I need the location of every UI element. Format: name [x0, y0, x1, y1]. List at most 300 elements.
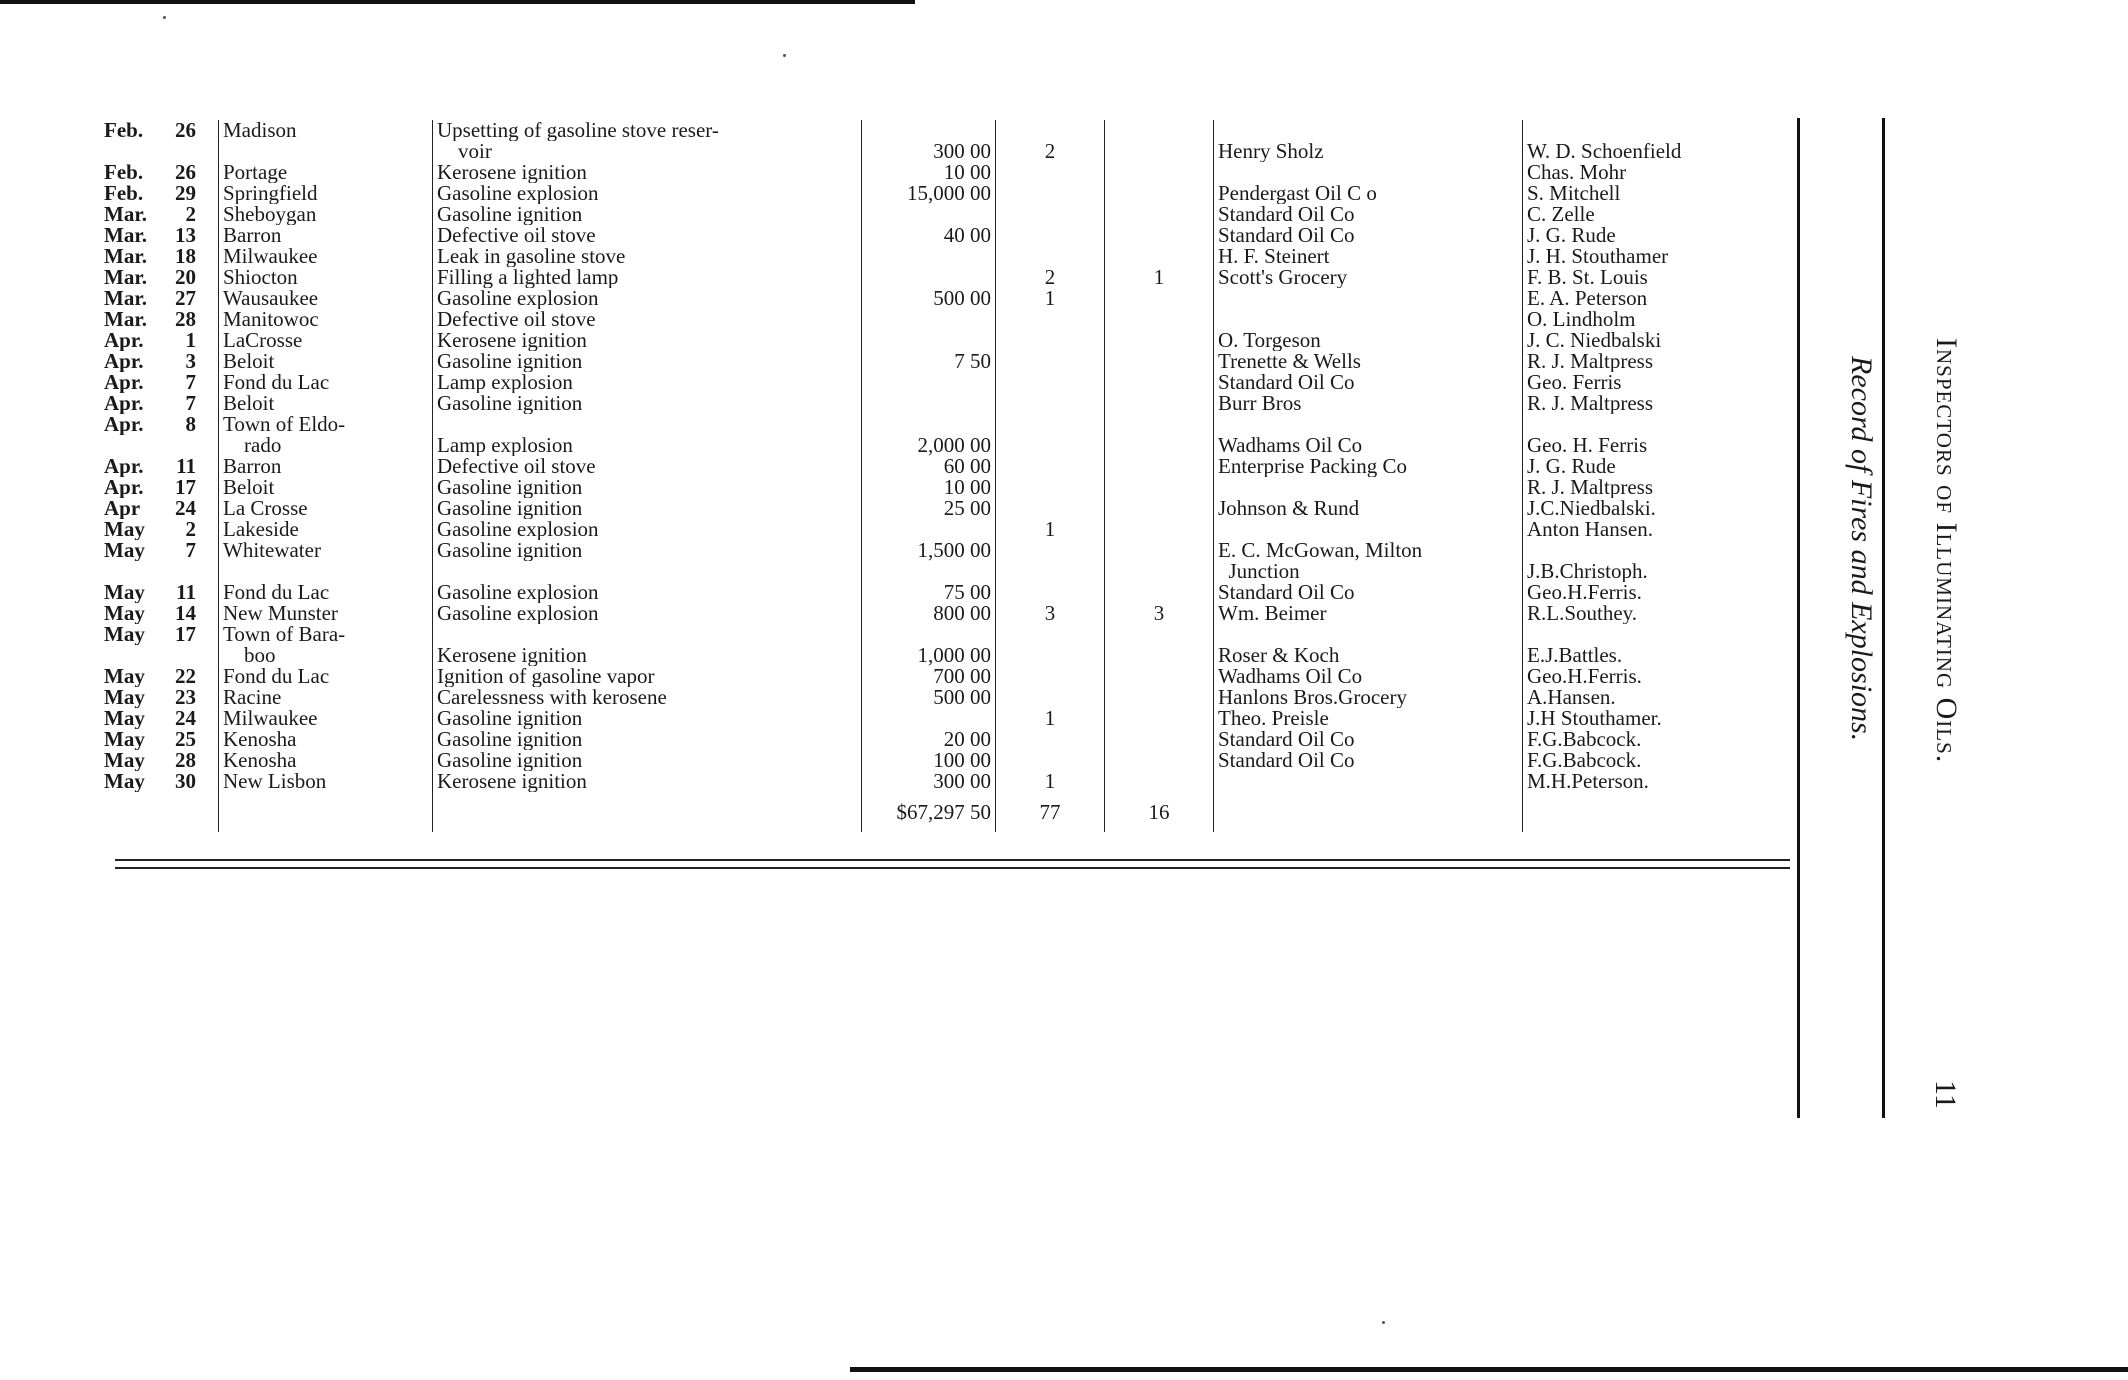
inspector-cell: J.H Stouthamer.	[1523, 708, 1802, 729]
loss-cell: 300 00	[862, 771, 996, 792]
date-day: 24	[175, 708, 196, 729]
date-day: 23	[175, 687, 196, 708]
owner-cell	[1214, 771, 1523, 792]
loss-cell	[862, 372, 996, 393]
inspector-cell: J. G. Rude	[1523, 456, 1802, 477]
date-cell	[100, 309, 219, 330]
loss-cell: 100 00	[862, 750, 996, 771]
table-closing-double-rule	[115, 859, 1790, 869]
loss-cell: 75 00	[862, 582, 996, 603]
date-day: 30	[175, 771, 196, 792]
owner-cell: H. F. Steinert	[1214, 246, 1523, 267]
cause-cell: voir	[433, 141, 862, 162]
killed-cell	[1105, 519, 1214, 540]
place-cell: Lakeside	[219, 519, 433, 540]
date-day: 25	[175, 729, 196, 750]
injured-cell	[996, 393, 1105, 414]
date-day: 29	[175, 183, 196, 204]
loss-cell: 10 00	[862, 477, 996, 498]
killed-cell	[1105, 183, 1214, 204]
table-row	[100, 771, 1801, 792]
injured-cell	[996, 225, 1105, 246]
killed-cell	[1105, 393, 1214, 414]
inspector-cell: R.L.Southey.	[1523, 603, 1802, 624]
table-body	[100, 120, 1801, 832]
place-cell: New Munster	[219, 603, 433, 624]
killed-cell	[1105, 372, 1214, 393]
cause-cell: Kerosene ignition	[433, 771, 862, 792]
killed-cell	[1105, 582, 1214, 603]
injured-cell	[996, 309, 1105, 330]
date-day: 1	[185, 330, 196, 351]
killed-cell	[1105, 645, 1214, 666]
date-month: Apr	[104, 498, 141, 519]
inspector-cell: F.G.Babcock.	[1523, 750, 1802, 771]
table-row	[100, 246, 1801, 267]
date-month: Feb.	[104, 183, 144, 204]
killed-cell	[1105, 162, 1214, 183]
print-speck	[783, 54, 786, 57]
date-month: Mar.	[104, 309, 147, 330]
cause-cell: Gasoline ignition	[433, 540, 862, 561]
date-cell	[100, 162, 219, 183]
inspector-cell: R. J. Maltpress	[1523, 477, 1802, 498]
date-month: May	[104, 666, 145, 687]
date-month: May	[104, 687, 145, 708]
date-day: 22	[175, 666, 196, 687]
injured-cell	[996, 414, 1105, 435]
inspector-cell: J. H. Stouthamer	[1523, 246, 1802, 267]
injured-cell: 1	[996, 288, 1105, 309]
killed-cell	[1105, 141, 1214, 162]
date-day: 7	[185, 372, 196, 393]
cause-cell: Gasoline ignition	[433, 204, 862, 225]
killed-cell	[1105, 351, 1214, 372]
date-month: Mar.	[104, 267, 147, 288]
inspector-cell	[1523, 540, 1802, 561]
table-row	[100, 414, 1801, 435]
loss-cell: 500 00	[862, 687, 996, 708]
cause-cell: Gasoline ignition	[433, 498, 862, 519]
date-day: 11	[176, 582, 196, 603]
place-cell	[219, 561, 433, 582]
date-cell	[100, 708, 219, 729]
injured-cell	[996, 477, 1105, 498]
loss-cell: 500 00	[862, 288, 996, 309]
date-cell	[100, 729, 219, 750]
place-cell: Town of Bara-	[219, 624, 433, 645]
date-cell	[100, 414, 219, 435]
date-cell	[100, 351, 219, 372]
injured-cell	[996, 687, 1105, 708]
table-row	[100, 435, 1801, 456]
date-cell	[100, 225, 219, 246]
table-row	[100, 540, 1801, 561]
date-cell	[100, 267, 219, 288]
cause-cell: Gasoline explosion	[433, 288, 862, 309]
injured-cell	[996, 162, 1105, 183]
loss-cell	[862, 561, 996, 582]
injured-cell: 1	[996, 708, 1105, 729]
loss-cell	[862, 330, 996, 351]
table-row	[100, 120, 1801, 141]
date-month: May	[104, 771, 145, 792]
date-cell	[100, 120, 219, 141]
date-month: Feb.	[104, 120, 144, 141]
place-cell: Wausaukee	[219, 288, 433, 309]
date-cell	[100, 477, 219, 498]
loss-cell: 1,000 00	[862, 645, 996, 666]
place-cell: Barron	[219, 456, 433, 477]
date-day: 14	[175, 603, 196, 624]
date-day: 2	[185, 519, 196, 540]
bottom-edge-rule	[850, 1367, 2128, 1372]
killed-cell	[1105, 750, 1214, 771]
date-cell	[100, 246, 219, 267]
date-month: May	[104, 603, 145, 624]
cause-cell: Gasoline ignition	[433, 708, 862, 729]
injured-cell	[996, 435, 1105, 456]
loss-cell: 20 00	[862, 729, 996, 750]
running-head: Inspectors of Illuminating Oils.	[1930, 338, 1963, 764]
table-row	[100, 309, 1801, 330]
place-cell: Whitewater	[219, 540, 433, 561]
place-cell: Barron	[219, 225, 433, 246]
killed-cell	[1105, 498, 1214, 519]
table-row	[100, 330, 1801, 351]
table-row	[100, 561, 1801, 582]
injured-cell	[996, 561, 1105, 582]
date-cell	[100, 288, 219, 309]
date-day: 18	[175, 246, 196, 267]
loss-cell	[862, 204, 996, 225]
cause-cell: Gasoline explosion	[433, 582, 862, 603]
date-month: Apr.	[104, 351, 144, 372]
owner-cell: Wadhams Oil Co	[1214, 435, 1523, 456]
margin-rule-inner	[1797, 118, 1800, 1118]
cause-cell: Kerosene ignition	[433, 330, 862, 351]
date-month: May	[104, 582, 145, 603]
injured-cell	[996, 372, 1105, 393]
table-row	[100, 645, 1801, 666]
table-row	[100, 225, 1801, 246]
owner-cell: Standard Oil Co	[1214, 204, 1523, 225]
place-cell: Sheboygan	[219, 204, 433, 225]
place-cell: boo	[219, 645, 433, 666]
date-cell	[100, 435, 219, 456]
cause-cell: Kerosene ignition	[433, 162, 862, 183]
cause-cell	[433, 414, 862, 435]
loss-cell	[862, 309, 996, 330]
owner-cell: Johnson & Rund	[1214, 498, 1523, 519]
cause-cell: Filling a lighted lamp	[433, 267, 862, 288]
loss-cell: 300 00	[862, 141, 996, 162]
injured-cell	[996, 624, 1105, 645]
inspector-cell: Geo. Ferris	[1523, 372, 1802, 393]
injured-cell: 1	[996, 771, 1105, 792]
injured-cell	[996, 183, 1105, 204]
date-month: Apr.	[104, 477, 144, 498]
place-cell: Milwaukee	[219, 708, 433, 729]
table-row	[100, 603, 1801, 624]
killed-cell	[1105, 225, 1214, 246]
killed-cell	[1105, 771, 1214, 792]
date-day: 20	[175, 267, 196, 288]
owner-cell: Trenette & Wells	[1214, 351, 1523, 372]
inspector-cell: R. J. Maltpress	[1523, 393, 1802, 414]
date-cell	[100, 372, 219, 393]
date-month: Mar.	[104, 204, 147, 225]
place-cell: Portage	[219, 162, 433, 183]
killed-cell	[1105, 477, 1214, 498]
killed-cell	[1105, 687, 1214, 708]
total-loss: $67,297 50	[862, 792, 996, 832]
margin-rule-outer	[1882, 118, 1885, 1118]
loss-cell	[862, 519, 996, 540]
injured-cell	[996, 456, 1105, 477]
owner-cell: Standard Oil Co	[1214, 225, 1523, 246]
injured-cell: 1	[996, 519, 1105, 540]
killed-cell	[1105, 288, 1214, 309]
loss-cell	[862, 708, 996, 729]
date-day: 13	[175, 225, 196, 246]
cause-cell: Kerosene ignition	[433, 645, 862, 666]
owner-cell	[1214, 120, 1523, 141]
date-month: May	[104, 708, 145, 729]
injured-cell	[996, 645, 1105, 666]
injured-cell	[996, 498, 1105, 519]
cause-cell: Defective oil stove	[433, 309, 862, 330]
loss-cell	[862, 393, 996, 414]
killed-cell	[1105, 330, 1214, 351]
date-month: May	[104, 750, 145, 771]
table-row	[100, 351, 1801, 372]
table-row	[100, 750, 1801, 771]
table-row	[100, 456, 1801, 477]
killed-cell	[1105, 204, 1214, 225]
table-row	[100, 687, 1801, 708]
date-month: Apr.	[104, 393, 144, 414]
loss-cell: 1,500 00	[862, 540, 996, 561]
loss-cell	[862, 267, 996, 288]
place-cell: Milwaukee	[219, 246, 433, 267]
place-cell: Fond du Lac	[219, 372, 433, 393]
date-cell	[100, 687, 219, 708]
page-number: 11	[1929, 1080, 1962, 1109]
killed-cell: 1	[1105, 267, 1214, 288]
injured-cell	[996, 120, 1105, 141]
killed-cell	[1105, 666, 1214, 687]
table-row	[100, 582, 1801, 603]
date-month: Mar.	[104, 288, 147, 309]
place-cell: Shiocton	[219, 267, 433, 288]
place-cell: Springfield	[219, 183, 433, 204]
injured-cell: 2	[996, 267, 1105, 288]
date-day: 8	[185, 414, 196, 435]
date-cell	[100, 456, 219, 477]
date-month: Mar.	[104, 225, 147, 246]
killed-cell	[1105, 708, 1214, 729]
killed-cell	[1105, 414, 1214, 435]
inspector-cell	[1523, 414, 1802, 435]
owner-cell: E. C. McGowan, Milton	[1214, 540, 1523, 561]
table-row	[100, 267, 1801, 288]
owner-cell: Enterprise Packing Co	[1214, 456, 1523, 477]
date-cell	[100, 540, 219, 561]
inspector-cell: J.C.Niedbalski.	[1523, 498, 1802, 519]
inspector-cell: S. Mitchell	[1523, 183, 1802, 204]
date-cell	[100, 603, 219, 624]
cause-cell: Ignition of gasoline vapor	[433, 666, 862, 687]
date-day: 28	[175, 309, 196, 330]
table-row	[100, 162, 1801, 183]
inspector-cell: W. D. Schoenfield	[1523, 141, 1802, 162]
table-row	[100, 393, 1801, 414]
date-cell	[100, 141, 219, 162]
date-cell	[100, 561, 219, 582]
section-title: Record of Fires and Explosions.	[1845, 356, 1878, 742]
owner-cell	[1214, 162, 1523, 183]
inspector-cell: J.B.Christoph.	[1523, 561, 1802, 582]
date-day: 7	[185, 540, 196, 561]
owner-cell	[1214, 414, 1523, 435]
loss-cell: 700 00	[862, 666, 996, 687]
cause-cell: Upsetting of gasoline stove reser-	[433, 120, 862, 141]
date-day: 28	[175, 750, 196, 771]
place-cell: Kenosha	[219, 750, 433, 771]
cause-cell: Gasoline explosion	[433, 183, 862, 204]
place-cell: LaCrosse	[219, 330, 433, 351]
date-day: 17	[175, 477, 196, 498]
date-month: May	[104, 540, 145, 561]
cause-cell: Lamp explosion	[433, 372, 862, 393]
top-edge-rule	[0, 0, 915, 4]
loss-cell: 800 00	[862, 603, 996, 624]
place-cell: Beloit	[219, 351, 433, 372]
cause-cell: Gasoline ignition	[433, 729, 862, 750]
total-killed: 16	[1105, 792, 1214, 832]
place-cell: Madison	[219, 120, 433, 141]
table-row	[100, 141, 1801, 162]
table-row	[100, 288, 1801, 309]
place-cell: Beloit	[219, 393, 433, 414]
date-cell	[100, 498, 219, 519]
table-row	[100, 498, 1801, 519]
killed-cell	[1105, 435, 1214, 456]
owner-cell: Roser & Koch	[1214, 645, 1523, 666]
loss-cell: 2,000 00	[862, 435, 996, 456]
inspector-cell: A.Hansen.	[1523, 687, 1802, 708]
inspector-cell: Geo.H.Ferris.	[1523, 666, 1802, 687]
place-cell: Fond du Lac	[219, 582, 433, 603]
injured-cell	[996, 666, 1105, 687]
injured-cell	[996, 750, 1105, 771]
inspector-cell: E. A. Peterson	[1523, 288, 1802, 309]
owner-cell: Hanlons Bros.Grocery	[1214, 687, 1523, 708]
injured-cell	[996, 330, 1105, 351]
fire-record-table	[100, 120, 1801, 832]
place-cell: Town of Eldo-	[219, 414, 433, 435]
owner-cell: Standard Oil Co	[1214, 582, 1523, 603]
loss-cell: 7 50	[862, 351, 996, 372]
date-day: 24	[175, 498, 196, 519]
date-month: May	[104, 624, 145, 645]
loss-cell	[862, 246, 996, 267]
table-row	[100, 477, 1801, 498]
inspector-cell: O. Lindholm	[1523, 309, 1802, 330]
cause-cell: Gasoline ignition	[433, 351, 862, 372]
cause-cell	[433, 561, 862, 582]
owner-cell	[1214, 477, 1523, 498]
injured-cell	[996, 246, 1105, 267]
killed-cell	[1105, 624, 1214, 645]
date-cell	[100, 519, 219, 540]
date-day: 26	[175, 120, 196, 141]
inspector-cell: E.J.Battles.	[1523, 645, 1802, 666]
loss-cell	[862, 624, 996, 645]
owner-cell: Junction	[1214, 561, 1523, 582]
date-day: 27	[175, 288, 196, 309]
date-month: Apr.	[104, 456, 144, 477]
loss-cell	[862, 414, 996, 435]
table-row	[100, 204, 1801, 225]
inspector-cell: F. B. St. Louis	[1523, 267, 1802, 288]
owner-cell: Scott's Grocery	[1214, 267, 1523, 288]
killed-cell	[1105, 561, 1214, 582]
loss-cell: 40 00	[862, 225, 996, 246]
place-cell: rado	[219, 435, 433, 456]
owner-cell: Wadhams Oil Co	[1214, 666, 1523, 687]
table-row	[100, 729, 1801, 750]
date-cell	[100, 204, 219, 225]
totals-blank	[1523, 792, 1802, 832]
owner-cell: Pendergast Oil C o	[1214, 183, 1523, 204]
inspector-cell	[1523, 120, 1802, 141]
inspector-cell: M.H.Peterson.	[1523, 771, 1802, 792]
inspector-cell: Chas. Mohr	[1523, 162, 1802, 183]
date-day: 17	[175, 624, 196, 645]
date-cell	[100, 666, 219, 687]
date-month: Apr.	[104, 414, 144, 435]
owner-cell: Standard Oil Co	[1214, 372, 1523, 393]
inspector-cell: Geo. H. Ferris	[1523, 435, 1802, 456]
inspector-cell: R. J. Maltpress	[1523, 351, 1802, 372]
date-month: May	[104, 729, 145, 750]
date-day: 3	[185, 351, 196, 372]
owner-cell: Standard Oil Co	[1214, 750, 1523, 771]
injured-cell	[996, 540, 1105, 561]
date-cell	[100, 750, 219, 771]
total-injured: 77	[996, 792, 1105, 832]
inspector-cell: J. G. Rude	[1523, 225, 1802, 246]
injured-cell: 2	[996, 141, 1105, 162]
place-cell: Kenosha	[219, 729, 433, 750]
loss-cell: 60 00	[862, 456, 996, 477]
owner-cell: O. Torgeson	[1214, 330, 1523, 351]
place-cell: Manitowoc	[219, 309, 433, 330]
cause-cell: Gasoline ignition	[433, 393, 862, 414]
place-cell: La Crosse	[219, 498, 433, 519]
owner-cell: Wm. Beimer	[1214, 603, 1523, 624]
date-month: Feb.	[104, 162, 144, 183]
totals-blank	[433, 792, 862, 832]
place-cell: Beloit	[219, 477, 433, 498]
inspector-cell: C. Zelle	[1523, 204, 1802, 225]
date-cell	[100, 645, 219, 666]
killed-cell	[1105, 246, 1214, 267]
loss-cell	[862, 120, 996, 141]
killed-cell	[1105, 120, 1214, 141]
